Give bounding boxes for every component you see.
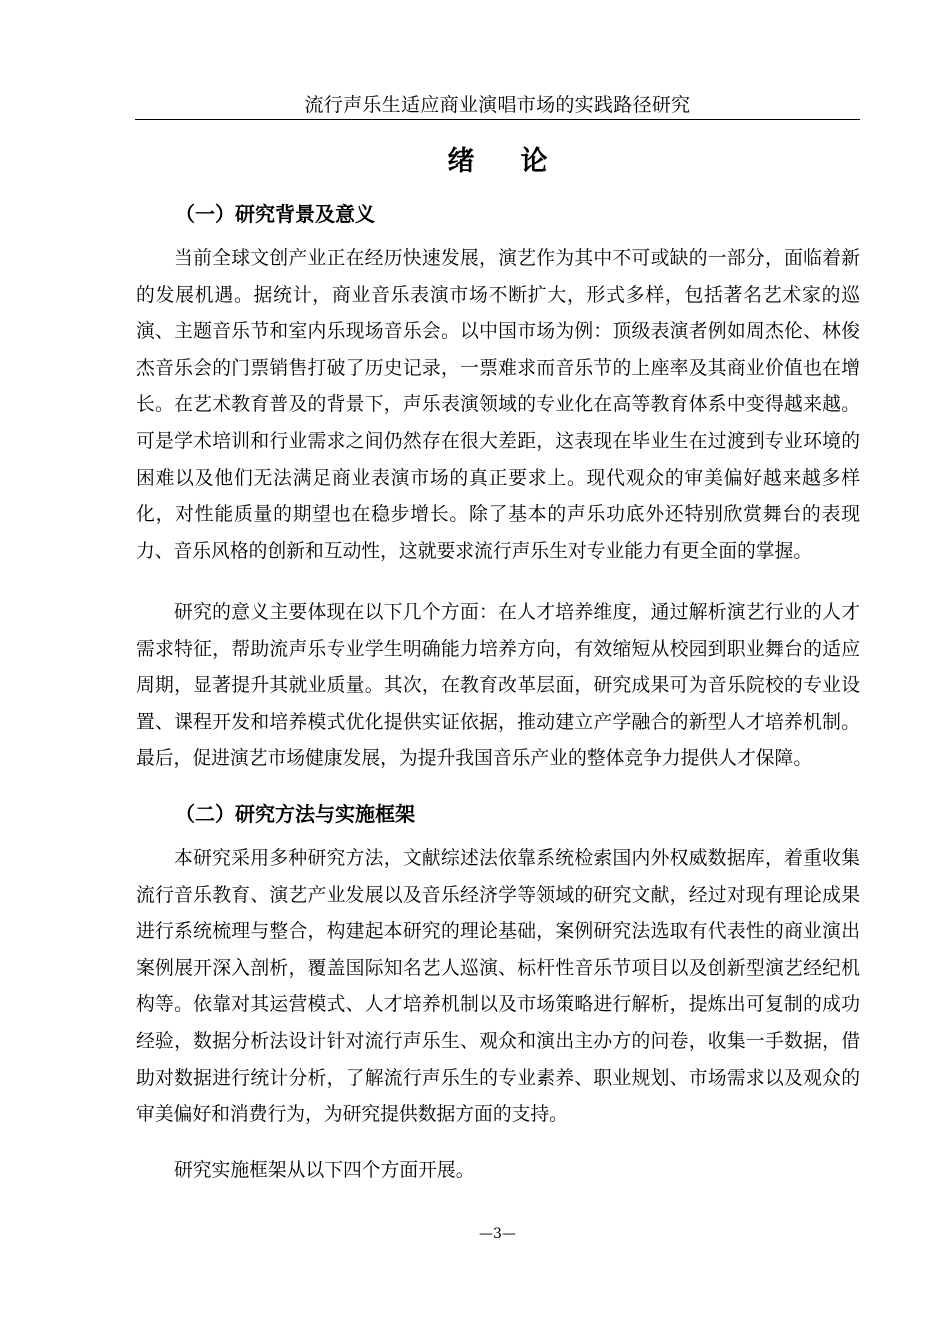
- header-rule: [135, 119, 860, 120]
- paragraph-methods: 本研究采用多种研究方法，文献综述法依靠系统检索国内外权威数据库，着重收集流行音乐教育、演艺产业发展以及音乐经济学等领域的研究文献，经过对现有理论成果进行系统梳理与整合，构建起本研究的理论基础，案例研究法选取有代表性的商业演出案例展开深入剖析，覆盖国际知名艺人巡演、标杆性音乐节项目以及创新型演艺经纪机构等。依靠对其运营模式、人才培养机制以及市场策略进行解析，提炼出可复制的成功经验，数据分析法设计针对流行声乐生、观众和演出主办方的问卷，收集一手数据，借助对数据进行统计分析，了解流行声乐生的专业素养、职业规划、市场需求以及观众的审美偏好和消费行为，为研究提供数据方面的支持。: [136, 848, 860, 1126]
- page-number: —3—: [479, 1226, 516, 1242]
- chapter-title-part2: 论: [520, 146, 548, 177]
- paragraph-significance: 研究的意义主要体现在以下几个方面：在人才培养维度，通过解析演艺行业的人才需求特征，帮助流声乐专业学生明确能力培养方向，有效缩短从校园到职业舞台的适应周期，显著提升其就业质量。其次，在教育改革层面，研究成果可为音乐院校的专业设置、课程开发和培养模式优化提供实证依据，推动建立产学融合的新型人才培养机制。最后，促进演艺市场健康发展，为提升我国音乐产业的整体竞争力提供人才保障。: [136, 602, 860, 770]
- paragraph-background: 当前全球文创产业正在经历快速发展，演艺作为其中不可或缺的一部分，面临着新的发展机遇。据统计，商业音乐表演市场不断扩大，形式多样，包括著名艺术家的巡演、主题音乐节和室内乐现场音乐会。以中国市场为例：顶级表演者例如周杰伦、林俊杰音乐会的门票销售打破了历史记录，一票难求而音乐节的上座率及其商业价值也在增长。在艺术教育普及的背景下，声乐表演领域的专业化在高等教育体系中变得越来越。可是学术培训和行业需求之间仍然存在很大差距，这表现在毕业生在过渡到专业环境的困难以及他们无法满足商业表演市场的真正要求上。现代观众的审美偏好越来越多样化，对性能质量的期望也在稳步增长。除了基本的声乐功底外还特别欣赏舞台的表现力、音乐风格的创新和互动性，这就要求流行声乐生对专业能力有更全面的掌握。: [136, 248, 860, 562]
- section-heading-background: （一）研究背景及意义: [175, 202, 375, 226]
- chapter-title: [135, 142, 860, 182]
- section-heading-methods: （二）研究方法与实施框架: [175, 802, 415, 826]
- running-header: 流行声乐生适应商业演唱市场的实践路径研究: [304, 94, 691, 116]
- paragraph-framework-intro: 研究实施框架从以下四个方面开展。: [174, 1160, 475, 1181]
- chapter-title-part1: 绪: [447, 146, 475, 177]
